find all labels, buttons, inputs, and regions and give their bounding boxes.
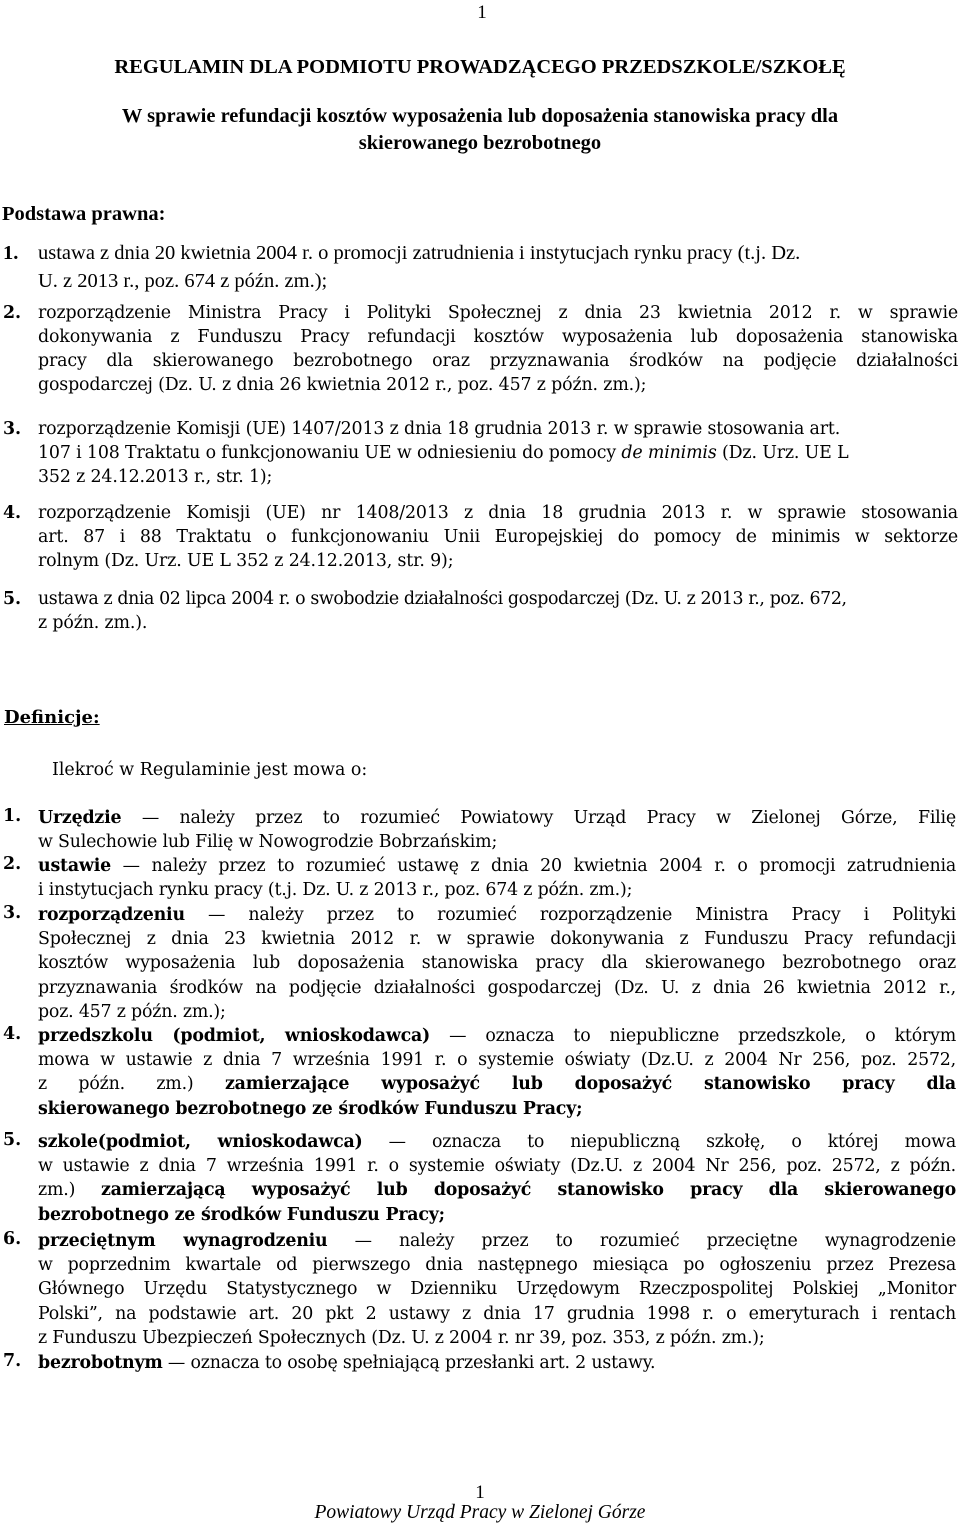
item-line: rozporządzenie Komisji (UE) nr 1408/2013 z dnia 18 grudnia 2013 r. w sprawie stosowania <box>38 503 958 523</box>
item-line-part: z późn. zm.) <box>38 1074 225 1095</box>
item-line <box>38 1024 956 1048</box>
item-line: Głównego Urzędu Statystycznego w Dzienniku Urzędowym Rzeczpospolitej Polskiej „Monitor <box>38 1279 956 1300</box>
item-line: ustawa z dnia 20 kwietnia 2004 r. o promocji zatrudnienia i instytucjach rynku pracy (t.j. Dz. <box>38 242 801 264</box>
item-line: gospodarczej (Dz. U. z dnia 26 kwietnia 2012 r., poz. 457 z późn. zm.); <box>38 375 647 395</box>
item-text <box>38 417 958 489</box>
footer-text: Powiatowy Urząd Pracy w Zielonej Górze <box>314 1502 646 1523</box>
item-line-part: — należy przez to rozumieć rozporządzenie Ministra Pracy i Polityki <box>184 905 956 925</box>
footer-page-number: 1 <box>475 1482 485 1503</box>
item-number: 7. <box>3 1351 22 1371</box>
item-line: kosztów wyposażenia lub doposażenia stanowiska pracy dla skierowanego bezrobotnego oraz <box>38 953 956 974</box>
bold-phrase: zamierzające wyposażyć lub doposażyć stanowisko pracy dla <box>224 1074 956 1095</box>
item-line: rolnym (Dz. Urz. UE L 352 z 24.12.2013, str. 9); <box>38 551 454 571</box>
item-line <box>38 441 958 465</box>
item-line: pracy dla skierowanego bezrobotnego oraz przyznawania środków na podjęcie działalności <box>38 351 958 371</box>
item-line: art. 87 i 88 Traktatu o funkcjonowaniu Unii Europejskiej do pomocy de minimis w sektorze <box>38 527 958 547</box>
item-line-part: — należy przez to rozumieć Powiatowy Urząd Pracy w Zielonej Górze, Filię <box>121 808 956 828</box>
item-line: w Sulechowie lub Filię w Nowogrodzie Bobrzańskim; <box>38 832 498 853</box>
item-line-part: 107 i 108 Traktatu o funkcjonowaniu UE w odniesieniu do pomocy <box>38 443 622 463</box>
item-line-part: — należy przez to rozumieć przeciętne wynagrodzenie <box>327 1231 956 1251</box>
item-line-part: (Dz. Urz. UE L <box>716 443 849 463</box>
item-line-part: — należy przez to rozumieć ustawę z dnia 20 kwietnia 2004 r. o promocji zatrudnienia <box>110 856 956 876</box>
item-number: 4. <box>3 1024 22 1044</box>
document-subtitle <box>0 103 960 157</box>
definition-term: Urzędzie <box>38 808 122 828</box>
item-text <box>38 903 956 1024</box>
item-line: mowa w ustawie z dnia 7 września 1991 r. o systemie oświaty (Dz.U. z 2004 Nr 256, poz. 2572, <box>38 1050 956 1071</box>
item-line <box>38 1072 956 1096</box>
item-line: w ustawie z dnia 7 września 1991 r. o systemie oświaty (Dz.U. z 2004 Nr 256, poz. 2572, z późn. <box>38 1156 956 1177</box>
item-number: 5. <box>3 1130 22 1150</box>
item-line-part: zm.) <box>38 1180 101 1201</box>
definition-term: przeciętnym wynagrodzeniu <box>38 1231 328 1251</box>
document-title: REGULAMIN DLA PODMIOTU PROWADZĄCEGO PRZEDSZKOLE/SZKOŁĘ <box>114 56 846 78</box>
page-number-top: 1 <box>477 2 487 23</box>
subtitle-line: skierowanego bezrobotnego <box>358 132 602 154</box>
item-number: 4. <box>3 503 21 523</box>
item-line: i instytucjach rynku pracy (t.j. Dz. U. z 2013 r., poz. 674 z późn. zm.); <box>38 880 633 901</box>
item-number: 2. <box>3 854 22 874</box>
item-line: 352 z 24.12.2013 r., str. 1); <box>38 467 273 487</box>
item-line: ustawa z dnia 02 lipca 2004 r. o swobodzie działalności gospodarczej (Dz. U. z 2013 r., poz. 672, <box>38 589 847 609</box>
item-text <box>38 301 958 397</box>
item-line: przyznawania środków na podjęcie działalności gospodarczej (Dz. U. z dnia 26 kwietnia 2012 r., <box>38 977 956 998</box>
item-number: 2. <box>3 303 21 323</box>
item-line: Polski”, na podstawie art. 20 pkt 2 ustawy z dnia 17 grudnia 1998 r. o emeryturach i rentach <box>38 1303 956 1324</box>
item-line: poz. 457 z późn. zm.); <box>38 1001 226 1022</box>
item-line: rozporządzenie Ministra Pracy i Polityki Społecznej z dnia 23 kwietnia 2012 r. w sprawie <box>38 303 958 323</box>
item-number: 5. <box>3 589 21 609</box>
item-line: z Funduszu Ubezpieczeń Społecznych (Dz. U. z 2004 r. nr 39, poz. 353, z późn. zm.); <box>38 1327 765 1348</box>
item-line: skierowanego bezrobotnego ze środków Funduszu Pracy; <box>38 1098 583 1119</box>
item-line: z późn. zm.). <box>38 613 148 633</box>
definition-term: rozporządzeniu <box>38 905 185 925</box>
definition-term: ustawie <box>38 856 111 876</box>
item-line <box>38 1178 956 1202</box>
definition-term: szkole(podmiot, wnioskodawca) <box>38 1132 363 1152</box>
item-line <box>38 806 956 830</box>
item-text <box>38 1130 956 1227</box>
item-line: dokonywania z Funduszu Pracy refundacji kosztów wyposażenia lub doposażenia stanowiska <box>38 327 958 347</box>
item-line <box>38 1229 956 1253</box>
italic-term: de minimis <box>621 443 717 463</box>
item-text <box>38 587 958 635</box>
item-text <box>38 239 958 295</box>
item-line <box>38 1130 956 1154</box>
definitions-intro: Ilekroć w Regulaminie jest mowa o: <box>52 760 368 780</box>
item-line: bezrobotnego ze środków Funduszu Pracy; <box>38 1204 445 1225</box>
legal-basis-heading: Podstawa prawna: <box>2 203 166 225</box>
item-line: rozporządzenie Komisji (UE) 1407/2013 z dnia 18 grudnia 2013 r. w sprawie stosowania art. <box>38 419 841 439</box>
definition-term: przedszkolu (podmiot, wnioskodawca) <box>38 1026 431 1046</box>
item-number: 1. <box>3 806 22 826</box>
item-number: 1. <box>3 242 19 264</box>
item-line-part: — oznacza to niepubliczne przedszkole, o którym <box>430 1026 956 1046</box>
item-text <box>38 1229 956 1350</box>
item-number: 6. <box>3 1229 22 1249</box>
item-line: w poprzednim kwartale od pierwszego dnia następnego miesiąca po ogłoszeniu przez Prezesa <box>38 1255 956 1276</box>
definition-term: bezrobotnym <box>38 1353 163 1373</box>
item-number: 3. <box>3 903 22 923</box>
item-text <box>38 1351 956 1375</box>
item-text <box>38 1024 956 1121</box>
bold-phrase: zamierzającą wyposażyć lub doposażyć stanowisko pracy dla skierowanego <box>100 1180 956 1201</box>
item-line: Społecznej z dnia 23 kwietnia 2012 r. w sprawie dokonywania z Funduszu Pracy refundacji <box>38 929 956 950</box>
item-line <box>38 903 956 927</box>
item-text <box>38 501 958 573</box>
item-text <box>38 806 956 854</box>
item-line: U. z 2013 r., poz. 674 z późn. zm.); <box>38 270 328 292</box>
item-text <box>38 854 956 902</box>
item-line <box>38 1351 956 1375</box>
item-line-part: — oznacza to osobę spełniającą przesłanki art. 2 ustawy. <box>162 1353 656 1373</box>
item-number: 3. <box>3 419 21 439</box>
subtitle-line: W sprawie refundacji kosztów wyposażenia lub doposażenia stanowiska pracy dla <box>121 105 839 127</box>
item-line-part: — oznacza to niepubliczną szkołę, o której mowa <box>362 1132 956 1152</box>
item-line <box>38 854 956 878</box>
definitions-heading: Definicje: <box>4 707 100 728</box>
